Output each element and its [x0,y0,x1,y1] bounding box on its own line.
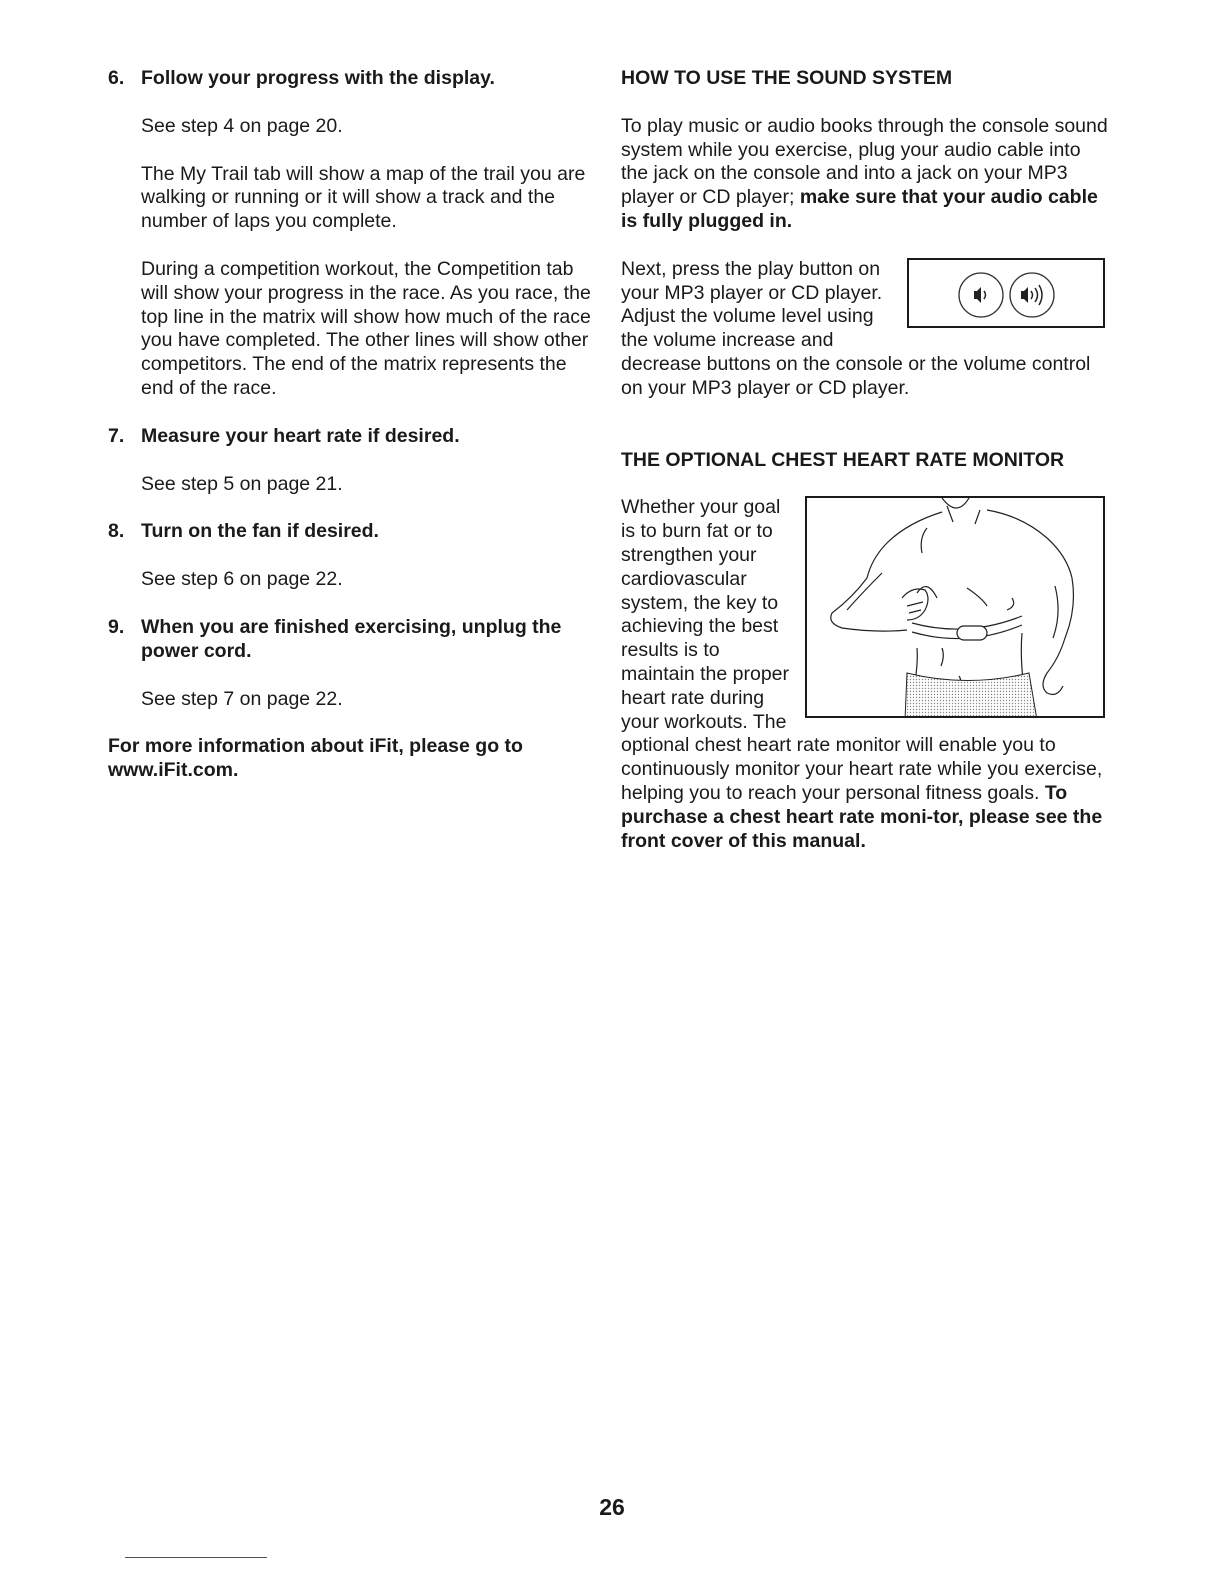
purchase-note: To purchase a chest heart rate moni-tor, please see the front cover of this manual. [621,781,1103,852]
sound-system-heading: HOW TO USE THE SOUND SYSTEM [621,67,953,89]
volume-up-icon [1021,285,1042,305]
step-9 [108,616,598,711]
step-title: Measure your heart rate if desired. [141,424,460,447]
sound-system-intro: To play music or audio books through the console sound system while you exercise, plug your audio cable into the jack on the console and into a jack on your MP3 player or CD player; make sure that your audio cable is fully plugged in. [621,114,1108,232]
chest-strap-illustration [805,496,1105,718]
step-number: 8. [108,520,125,543]
sound-system-volume-section [621,258,1111,401]
heart-rate-sensor [957,626,987,640]
step-8 [108,520,598,592]
step-text: The My Trail tab will show a map of the trail you are walking or running or it will show a track and the number of laps you complete. [141,162,586,233]
left-column [108,67,598,783]
chest-strap-drawing [807,498,1105,718]
step-6 [108,67,598,401]
volume-buttons-drawing [909,260,1107,330]
step-title: Follow your progress with the display. [141,67,495,89]
shorts-waistband [905,673,1037,718]
step-text: See step 7 on page 22. [141,687,343,710]
step-text: During a competition workout, the Competition tab will show your progress in the race. As you race, the top line in the matrix will show how much of the race you have completed. The other lines will show other competitors. The end of the matrix represents the end of the race. [141,257,591,399]
sound-system-instructions: Next, press the play button on your MP3 player or CD player. Adjust the volume level using the volume increase and decrease buttons on the console or the volume control on your MP3 player or CD player. [621,257,1091,399]
heart-rate-monitor-section [621,496,1111,853]
volume-down-icon [974,287,986,303]
step-title: When you are finished exercising, unplug the power cord. [141,615,562,662]
right-column [621,67,1111,853]
heart-rate-monitor-heading: THE OPTIONAL CHEST HEART RATE MONITOR [621,448,1065,471]
more-info-note: For more information about iFit, please go to www.iFit.com. [108,735,523,782]
sound-system-warning: make sure that your audio cable is fully plugged in. [621,186,1098,232]
page-number: 26 [599,1494,625,1520]
step-text: See step 4 on page 20. [141,114,343,137]
step-number: 6. [108,67,125,89]
step-number: 9. [108,615,125,638]
step-number: 7. [108,424,125,447]
step-text: See step 6 on page 22. [141,568,343,591]
step-7 [108,425,598,497]
step-text: See step 5 on page 21. [141,472,343,495]
footer-rule [125,1557,267,1558]
step-title: Turn on the fan if desired. [141,520,379,543]
heart-rate-monitor-text: Whether your goal is to burn fat or to strengthen your cardiovascular system, the key to achieving the best results is to maintain the proper heart rate during your workouts. The optional chest heart rate monitor will enable you to continuously monitor your heart rate while you exercise, helping you to reach your personal fitness goals. To purchase a chest heart rate moni-tor, please see the front cover of this manual. [621,496,1103,852]
volume-buttons-illustration [907,258,1105,328]
